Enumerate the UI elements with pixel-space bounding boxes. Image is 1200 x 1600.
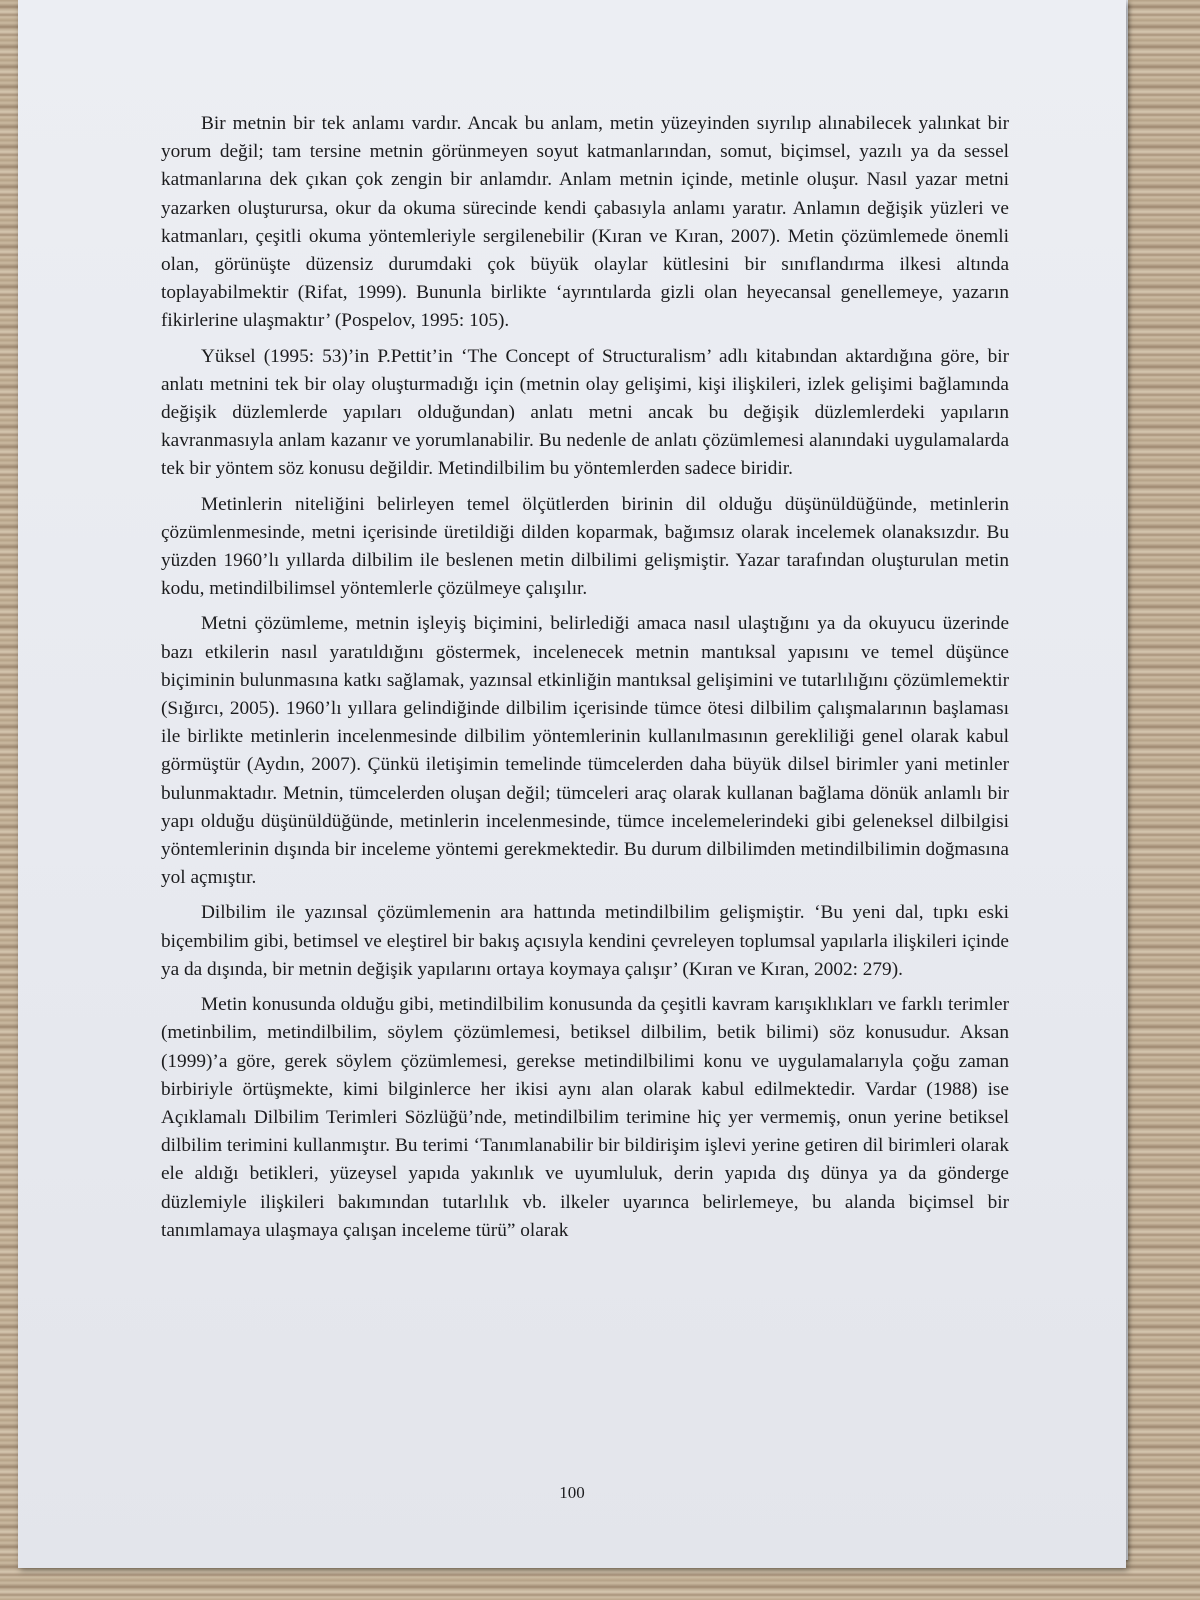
page-number: 100	[559, 1483, 585, 1502]
paragraph-5: Dilbilim ile yazınsal çözümlemenin ara hattında metindilbilim gelişmiştir. ‘Bu yeni dal, tıpkı eski biçembilim gibi, betimsel ve eleştirel bir bakış açısıyla kendini çevreleyen toplumsal yapılarla ilişkileri içinde ya da dışında, bir metnin değişik yapılarını ortaya koymaya çalışır’ (Kıran ve Kıran, 2002: 279).	[161, 902, 1009, 980]
paragraph-3: Metinlerin niteliğini belirleyen temel ölçütlerden birinin dil olduğu düşünüldüğünde, metinlerin çözümlenmesinde, metni içerisinde üretildiği dilden koparmak, bağımsız olarak incelemek olanaksızdır. Bu yüzden 1960’lı yıllarda dilbilim ile beslenen metin dilbilimi gelişmiştir. Yazar tarafından oluşturulan metin kodu, metindilbilimsel yöntemlerle çözülmeye çalışılır.	[161, 493, 1009, 600]
body-text	[161, 110, 1009, 1252]
paragraph-1: Bir metnin bir tek anlamı vardır. Ancak bu anlam, metin yüzeyinden sıyrılıp alınabilecek yalınkat bir yorum değil; tam tersine metnin görünmeyen soyut katmanlarından, somut, biçimsel, yazılı ya da sessel katmanlarına dek çıkan çok zengin bir anlamdır. Anlam metnin içinde, metinle oluşur. Nasıl yazar metni yazarken oluşturursa, okur da okuma sürecinde kendi çabasıyla anlamı yaratır. Anlamın değişik yüzleri ve katmanları, çeşitli okuma yöntemleriyle sergilenebilir (Kıran ve Kıran, 2007). Metin çözümlemede önemli olan, görünüşte düzensiz durumdaki çok büyük olaylar kütlesini bir sınıflandırma ilkesi altında toplayabilmektir (Rifat, 1999). Bununla birlikte ‘ayrıntılarda gizli olan heyecansal genellemeye, yazarın fikirlerine ulaşmaktır’ (Pospelov, 1995: 105).	[161, 113, 1009, 332]
document-page	[18, 0, 1126, 1568]
paragraph-6: Metin konusunda olduğu gibi, metindilbilim konusunda da çeşitli kavram karışıklıkları ve farklı terimler (metinbilim, metindilbilim, söylem çözümlemesi, betiksel dilbilim, betik bilimi) söz konusudur. Aksan (1999)’a göre, gerek söylem çözümlemesi, gerekse metindilbilimi konu ve uygulamalarıyla çoğu zaman birbiriyle örtüşmekte, kimi bilginlerce her ikisi aynı alan olarak kabul edilmektedir. Vardar (1988) ise Açıklamalı Dilbilim Terimleri Sözlüğü’nde, metindilbilim terimine hiç yer vermemiş, onun yerine betiksel dilbilim terimini kullanmıştır. Bu terimi ‘Tanımlanabilir bir bildirişim işlevi yerine getiren dil birimleri olarak ele aldığı betikleri, yüzeysel yapıda yakınlık ve uyumluluk, derin yapıda dış dünya ya da gönderge düzlemiyle ilişkileri bakımından tutarlılık vb. ilkeler uyarınca belirlemeye, bu alanda biçimsel bir tanımlamaya ulaşmaya çalışan inceleme türü” olarak	[161, 994, 1009, 1241]
paragraph-4: Metni çözümleme, metnin işleyiş biçimini, belirlediği amaca nasıl ulaştığını ya da okuyucu üzerinde bazı etkilerin nasıl yaratıldığını göstermek, incelenecek metnin mantıksal yapısını ve temel düşünce biçiminin bulunmasına katkı sağlamak, yazınsal etkinliğin mantıksal gelişimini ve tutarlılığını çözümlemektir (Sığırcı, 2005). 1960’lı yıllara gelindiğinde dilbilim içerisinde tümce ötesi dilbilim çalışmalarının başlaması ile birlikte metinlerin incelenmesinde dilbilim yöntemlerinin kullanılmasının gerekliliği genel olarak kabul görmüştür (Aydın, 2007). Çünkü iletişimin temelinde tümcelerden daha büyük dilsel birimler yani metinler bulunmaktadır. Metnin, tümcelerden oluşan değil; tümceleri araç olarak kullanan bağlama dönük anlamlı bir yapı olduğu düşünüldüğünde, metinlerin incelenmesinde, tümce incelemelerindeki gibi geleneksel dilbilgisi yöntemlerinin dışında bir inceleme yöntemi gerekmektedir. Bu durum dilbilimden metindilbilimin doğmasına yol açmıştır.	[161, 613, 1009, 889]
paragraph-2: Yüksel (1995: 53)’in P.Pettit’in ‘The Concept of Structuralism’ adlı kitabından aktardığına göre, bir anlatı metnini tek bir olay oluşturmadığı için (metnin olay gelişimi, kişi ilişkileri, izlek gelişimi bağlamında değişik düzlemlerde yapıları olduğundan) anlatı metni ancak bu değişik düzlemlerdeki yapıların kavranmasıyla anlam kazanır ve yorumlanabilir. Bu nedenle de anlatı çözümlemesi alanındaki uygulamalarda tek bir yöntem söz konusu değildir. Metindilbilim bu yöntemlerden sadece biridir.	[161, 345, 1009, 480]
